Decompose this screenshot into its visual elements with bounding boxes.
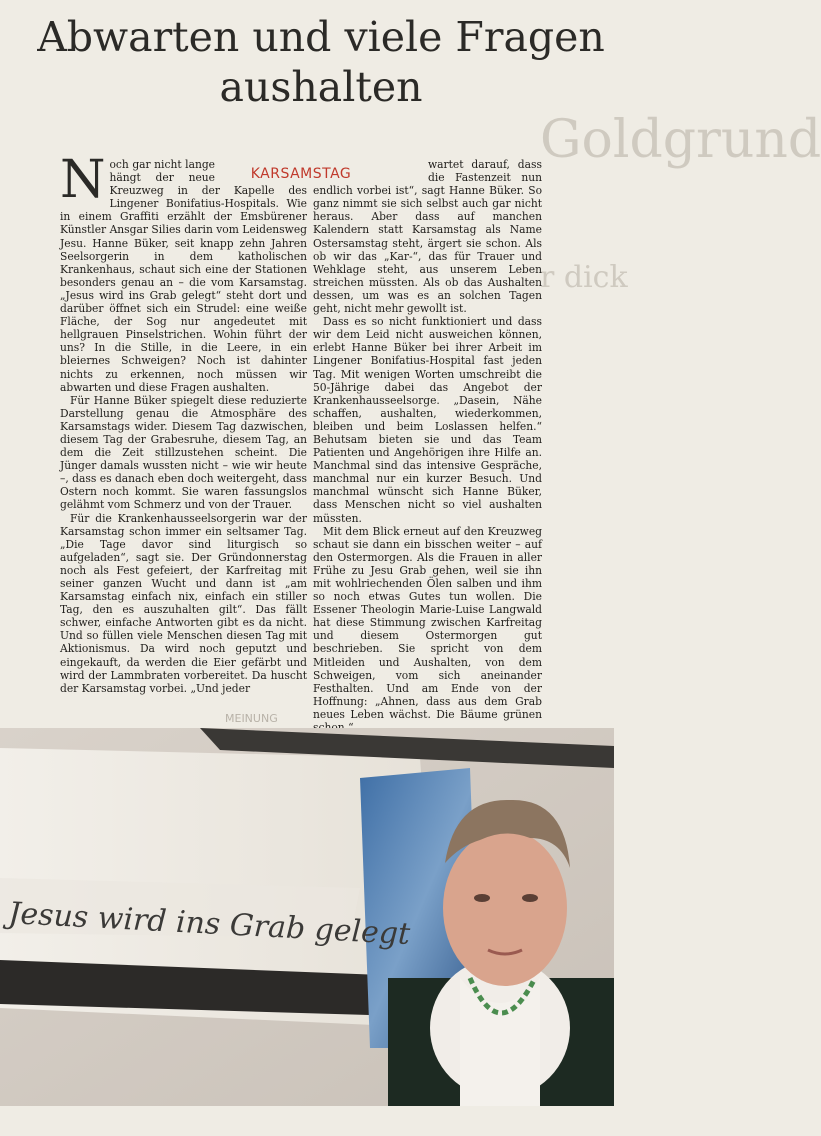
article-column-2 bbox=[313, 158, 542, 750]
photo-illustration bbox=[0, 728, 614, 1106]
article-photo bbox=[0, 728, 614, 1106]
portrait-face bbox=[443, 830, 567, 986]
kicker-spacer-left bbox=[215, 158, 307, 184]
bleed-through-text bbox=[540, 110, 821, 310]
paragraph: wartet darauf, dass die Fastenzeit nun endlich vorbei ist“, sagt Hanne Büker. So ganz nimmt sie sich selbst auch gar nicht heraus. Aber dass auf manchen Kalendern statt Karsamstag als Name Ostersamstag steht, ärgert sie schon. Als ob wir das „Kar-“, das für Trauer und Wehklage steht, aus unserem Leben streichen müssten. Als ob das Aushalten dessen, um was es an solchen Tagen geht, nicht mehr gewollt ist. bbox=[313, 158, 542, 316]
painting-inscription: Jesus wird ins Grab gelegt bbox=[7, 896, 412, 953]
paragraph bbox=[60, 150, 307, 394]
kicker-spacer-right bbox=[313, 158, 428, 184]
paragraph: Mit dem Blick erneut auf den Kreuzweg schaut sie dann ein bisschen weiter – auf den Ostermorgen. Als die Frauen in aller Frühe zu Jesu Grab gehen, weil sie ihn mit wohlriechenden Ölen salben und ihm so noch etwas Gutes tun wollen. Die Essener Theologin Marie-Luise Langwald hat diese Stimmung zwischen Karfreitag und diesem Ostermorgen gut beschrieben. Sie spricht von dem Mitleiden und Aushalten, von dem Schweigen, vom sich aneinander Festhalten. Und am Ende von der Hoffnung: „Ahnen, dass aus dem Grab neues Leben wächst. Die Bäume grünen bbox=[313, 524, 542, 721]
bleed-text-2: r dick bbox=[540, 260, 628, 295]
paragraph: Für die Krankenhausseelsorgerin war der Karsamstag schon immer ein seltsamer Tag. „Die Tage davor sind liturgisch so aufgeladen“, sagt sie. Der Gründonnerstag noch als Fest gefeiert, der Karfreitag mit seiner ganzen Wucht und dann ist „am Karsamstag einfach nix, einfach ein stiller Tag, den es auszuhalten gilt“. Das fällt schwer, einfache Antworten gibt es da nicht. Und so füllen viele Menschen diesen Tag mit Aktionismus. Da wird noch geputzt und eingekauft, da werden die Eier gefärbt und wird der Lammbraten vorbereitet. Da huscht der Karsamstag vorbei. „Und jeder bbox=[60, 511, 307, 695]
section-kicker: KARSAMSTAG bbox=[250, 166, 352, 182]
article-column-1 bbox=[60, 150, 307, 695]
drop-cap: N bbox=[60, 150, 106, 210]
paragraph: Dass es so nicht funktioniert und dass wir dem Leid nicht ausweichen können, erlebt Hanne Büker bei ihrer Arbeit im Lingener Bonifatius-Hospital fast jeden Tag. Mit wenigen Worten umschreibt die 50-Jährige dabei das Angebot der Krankenhausseelsorge. „Dasein, Nähe schaffen, aushalten, wiederkommen, bleiben und beim Loslassen helfen.“ Behutsam bieten sie und das Team Patienten und Angehörigen ihre Hilfe an. Manchmal sind das intensive Gespräche, manchmal nur ein kurzer Besuch. Und manchmal wünscht sich Hanne Büker, dass Menschen nicht so viel aushalten müssten. bbox=[313, 315, 542, 525]
paragraph: Für Hanne Büker spiegelt diese reduzierte Darstellung genau die Atmosphäre des Karsamstags wider. Diesem Tag dazwischen, diesem Tag der Grabesruhe, diesem Tag, an dem die Zeit stillzustehen scheint. Die Jünger damals wussten nicht – wie wir heute –, dass es danach eben doch weitergeht, dass Ostern noch kommt. Sie waren fassungslos gelähmt vom Schmerz und von der Trauer. bbox=[60, 393, 307, 512]
bleed-caption-strip: MEINUNG bbox=[225, 712, 278, 725]
bleed-text-1: Goldgrund bbox=[540, 110, 821, 170]
paragraph-text: och gar nicht lange hängt der neue Kreuzweg in der Kapelle des Lingener Bonifatius-Hospitals. Wie in einem Graffiti erzählt der Emsbürener Künstler Ansgar Silies darin vom Leidensweg Jesu. Hanne Büker, seit knapp zehn Jahren Seelsorgerin in dem katholischen Krankenhaus, schaut sich eine der Stationen besonders genau an – die vom Karsamstag. „Jesus wird ins Grab gelegt“ steht dort und darüber öffnet sich ein Strudel: eine weiße Fläche, der Sog nur angedeutet mit hellgrauen Pinselstrichen. Wohin führt der uns? In die Stille, in die Leere, in ein bleiernes Schweigen? Noch ist dahinter nichts zu erkennen, noch müssen wir abwarten und diese Fragen aushalten. bbox=[60, 158, 307, 394]
headline: Abwarten und viele Fragen aushalten bbox=[37, 13, 605, 111]
